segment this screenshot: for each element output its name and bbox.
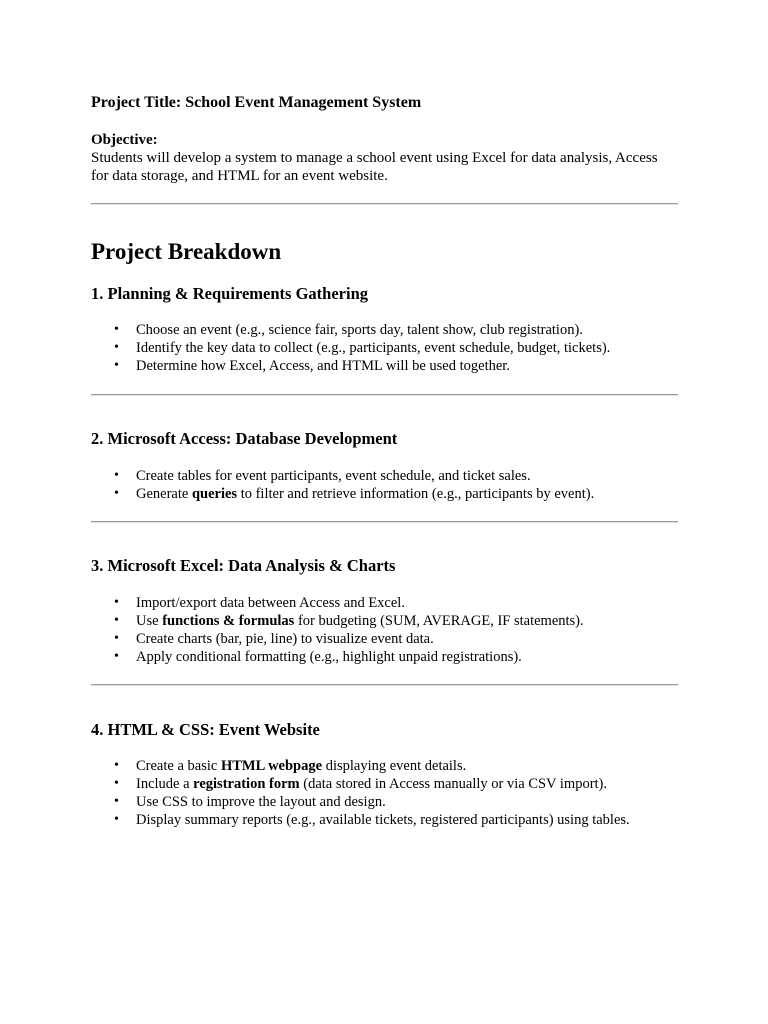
section-heading-access: 2. Microsoft Access: Database Development	[91, 429, 398, 448]
section-list-access	[91, 467, 678, 503]
project-title: Project Title: School Event Management System	[91, 94, 422, 111]
list-item-text: displaying event details.	[322, 758, 467, 774]
list-item-emphasis: registration form	[193, 776, 300, 792]
list-item-text: Choose an event (e.g., science fair, sports day, talent show, club registration).	[136, 322, 583, 338]
bullet-icon: •	[114, 358, 119, 373]
list-item	[91, 811, 678, 829]
list-item-emphasis: HTML webpage	[220, 758, 323, 774]
section-heading-excel: 3. Microsoft Excel: Data Analysis & Charts	[91, 556, 396, 575]
list-item	[91, 793, 678, 811]
bullet-icon: •	[114, 613, 119, 628]
list-item-text: Identify the key data to collect (e.g., participants, event schedule, budget, tickets).	[136, 340, 611, 356]
bullet-icon: •	[114, 758, 119, 773]
list-item-text: for budgeting (SUM, AVERAGE, IF statements).	[294, 613, 584, 629]
section-list-planning	[91, 321, 678, 375]
bullet-icon: •	[114, 631, 119, 646]
list-item-text: Use	[136, 613, 163, 629]
list-item	[91, 648, 678, 666]
list-item-emphasis: functions & formulas	[162, 613, 295, 629]
list-item-text: Create tables for event participants, event schedule, and ticket sales.	[136, 468, 531, 484]
bullet-icon: •	[114, 812, 119, 827]
list-item-text: Use CSS to improve the layout and design.	[136, 794, 386, 810]
objective-text: Students will develop a system to manage a school event using Excel for data analysis, Access for data storage, and HTML for an event website.	[91, 150, 658, 184]
list-item	[91, 757, 678, 775]
bullet-icon: •	[114, 322, 119, 337]
list-item-emphasis: queries	[191, 486, 238, 502]
objective-label: Objective:	[91, 132, 158, 148]
divider	[91, 203, 678, 205]
list-item	[91, 630, 678, 648]
list-item	[91, 321, 678, 339]
bullet-icon: •	[114, 340, 119, 355]
bullet-icon: •	[114, 468, 119, 483]
bullet-icon: •	[114, 486, 119, 501]
divider	[91, 394, 678, 396]
divider	[91, 684, 678, 686]
list-item-text: Import/export data between Access and Excel.	[136, 595, 405, 611]
section-heading-planning: 1. Planning & Requirements Gathering	[91, 284, 368, 303]
list-item-text: Display summary reports (e.g., available tickets, registered participants) using tables.	[136, 812, 630, 828]
list-item	[91, 467, 678, 485]
list-item	[91, 485, 678, 503]
list-item-text: (data stored in Access manually or via CSV import).	[299, 776, 608, 792]
list-item	[91, 612, 678, 630]
list-item-text: Create charts (bar, pie, line) to visualize event data.	[136, 631, 434, 647]
list-item-text: Apply conditional formatting (e.g., highlight unpaid registrations).	[136, 649, 522, 665]
breakdown-heading: Project Breakdown	[91, 239, 282, 264]
list-item	[91, 339, 678, 357]
section-list-excel	[91, 594, 678, 666]
divider	[91, 521, 678, 523]
list-item-text: Create a basic	[136, 758, 221, 774]
list-item	[91, 357, 678, 375]
list-item	[91, 594, 678, 612]
bullet-icon: •	[114, 776, 119, 791]
bullet-icon: •	[114, 649, 119, 664]
list-item-text: to filter and retrieve information (e.g., participants by event).	[237, 486, 595, 502]
section-list-website	[91, 757, 678, 829]
bullet-icon: •	[114, 595, 119, 610]
list-item-text: Generate	[136, 486, 192, 502]
list-item-text: Include a	[136, 776, 194, 792]
list-item-text: Determine how Excel, Access, and HTML will be used together.	[136, 358, 510, 374]
section-heading-website: 4. HTML & CSS: Event Website	[91, 720, 320, 739]
list-item	[91, 775, 678, 793]
bullet-icon: •	[114, 794, 119, 809]
